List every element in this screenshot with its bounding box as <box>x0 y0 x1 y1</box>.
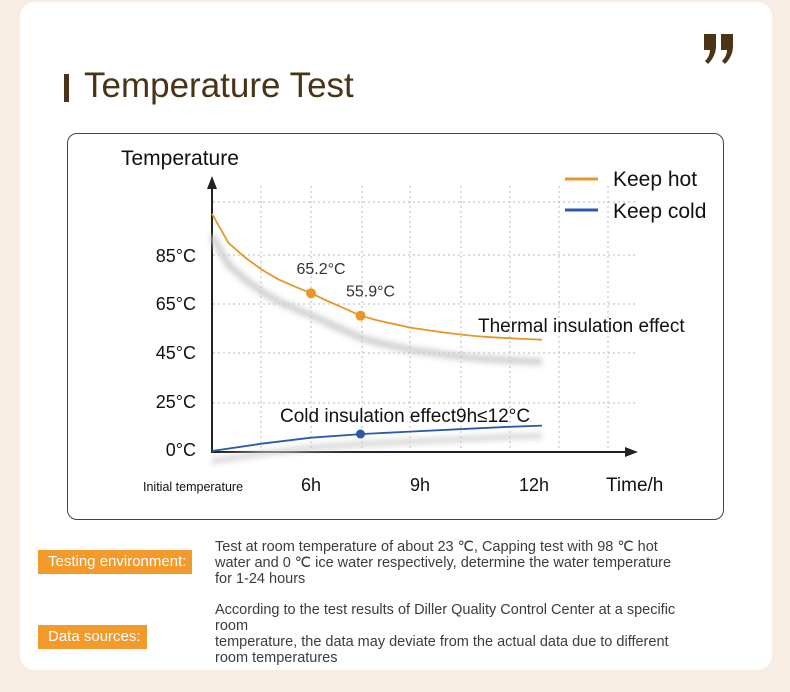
page-title: Temperature Test <box>84 66 354 105</box>
testing-line: for 1-24 hours <box>215 571 306 587</box>
y-tick-label: 0°C <box>165 440 196 460</box>
y-tick-label: 85°C <box>155 246 196 266</box>
y-tick-label: 45°C <box>155 343 196 363</box>
quote-icon <box>702 30 736 66</box>
y-tick-label: 25°C <box>155 392 196 412</box>
keep-hot-point <box>306 288 316 298</box>
x-axis-arrow <box>625 447 638 457</box>
x-tick-label: 6h <box>300 475 322 495</box>
y-axis-label: Temperature <box>121 147 239 170</box>
testing-environment-label: Testing environment: <box>38 550 192 574</box>
legend-label-hot: Keep hot <box>613 168 698 191</box>
keep-hot-point <box>356 311 366 321</box>
annotation-cold: Cold insulation effect9h≤12°C <box>280 406 531 427</box>
annotation-thermal: Thermal insulation effect <box>478 316 685 337</box>
data-sources-text <box>215 602 675 666</box>
sources-line: According to the test results of Diller Quality Control Center at a specific <box>215 602 676 618</box>
sources-line: room temperatures <box>215 650 338 666</box>
x-tick-label: 9h <box>409 475 431 495</box>
testing-line: water and 0 ℃ ice water respectively, determine the water temperature <box>215 555 672 571</box>
data-sources-label: Data sources: <box>38 625 147 649</box>
x-axis-label: Time/h <box>606 475 664 496</box>
legend-label-cold: Keep cold <box>613 200 707 223</box>
data-label: 55.9°C <box>345 283 396 301</box>
title-accent-bar <box>64 74 69 102</box>
sources-line: temperature, the data may deviate from the actual data due to different <box>215 634 669 650</box>
sources-line: room <box>215 618 249 634</box>
x-tick-label: 12h <box>518 475 550 495</box>
testing-line: Test at room temperature of about 23 ℃, Capping test with 98 ℃ hot <box>215 539 658 555</box>
data-label: 65.2°C <box>296 261 346 279</box>
keep-cold-point <box>356 430 365 439</box>
testing-environment-text <box>215 539 671 587</box>
keep-cold-shadow <box>212 436 542 461</box>
y-axis-arrow <box>207 176 217 189</box>
chart-panel <box>67 133 724 520</box>
x-tick-label: Initial temperature <box>143 480 244 494</box>
y-tick-label: 65°C <box>155 294 196 314</box>
temperature-chart <box>68 134 723 519</box>
